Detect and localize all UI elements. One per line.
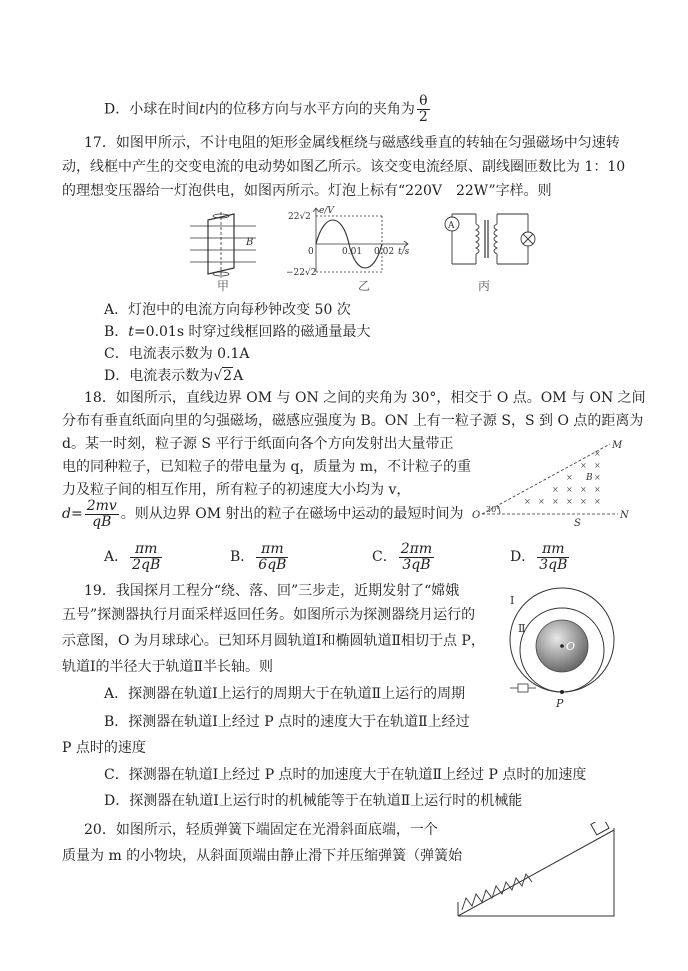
q17-option-b <box>104 322 370 342</box>
q19-line-2: 五号”探测器执行月面采样返回任务。如图所示为探测器绕月运行的 <box>62 607 476 623</box>
label-S: S <box>574 518 581 528</box>
q19-option-a: A．探测器在轨道Ⅰ上运行的周期大于在轨道Ⅱ上运行的周期 <box>104 686 466 702</box>
frac-num: θ <box>417 94 430 110</box>
svg-text:×: × <box>594 461 601 470</box>
q17-option-a: A．灯泡中的电流方向每秒钟改变 50 次 <box>104 302 351 318</box>
sqrt-radicand: 2 <box>223 368 233 384</box>
frac-den: 2 <box>418 109 428 125</box>
frac-den: 2qB <box>132 556 161 573</box>
q17-option-d-text: D．电流表示数为 <box>104 368 214 384</box>
figure-caption-bing: 丙 <box>478 279 491 293</box>
svg-text:×: × <box>594 485 601 494</box>
q17-option-b-text: =0.01s 时穿过线框回路的磁通量最大 <box>133 324 371 340</box>
q20-line-1: 20．如图所示，轻质弹簧下端固定在光滑斜面底端，一个 <box>84 822 438 838</box>
figure-jia-coil-in-field <box>188 212 258 278</box>
x-tick-1: 0.01 <box>342 247 363 257</box>
q18-line-6 <box>62 496 464 532</box>
q16-option-d-text2: 内的位移方向与水平方向的夹角为 <box>204 101 415 118</box>
q18-option-d <box>510 540 571 574</box>
frac-den: qB <box>92 513 112 530</box>
figure-q20-incline-spring <box>454 822 622 922</box>
q19-line-1: 19．我国探月工程分“绕、落、回”三步走，近期发射了“嫦娥 <box>84 583 460 599</box>
y-axis-label: e/V <box>319 206 334 216</box>
svg-text:×: × <box>580 497 587 506</box>
label-N: N <box>620 510 629 521</box>
label-P: P <box>556 697 564 710</box>
option-label: C． <box>372 549 397 565</box>
equals: = <box>70 506 83 522</box>
frac-num: 2πm <box>400 540 433 557</box>
y-min-label: −22√2 <box>286 268 317 276</box>
fraction <box>537 542 569 573</box>
q20-line-2: 质量为 m 的小物块，从斜面顶端由静止滑下并压缩弹簧（弹簧始 <box>62 848 463 864</box>
q18-line-6-text: 。则从边界 OM 射出的粒子在磁场中运动的最短时间为 <box>120 506 464 522</box>
q18-line-1: 18．如图所示，直线边界 OM 与 ON 之间的夹角为 30°，相交于 O 点。OM 与 ON 之间 <box>84 390 646 406</box>
frac-den: 3qB <box>402 556 431 573</box>
q18-line-5: 力及粒子间的相互作用，所有粒子的初速度大小均为 v， <box>62 482 411 498</box>
fraction <box>130 542 162 573</box>
label-orbit-I: Ⅰ <box>510 594 515 607</box>
svg-text:×: × <box>538 497 545 506</box>
figure-bing-transformer <box>440 210 540 272</box>
q19-line-4: 轨道Ⅰ的半径大于轨道Ⅱ半长轴。则 <box>62 659 274 675</box>
fraction-2mv-qB <box>85 499 119 530</box>
q17-option-c: C．电流表示数为 0.1A <box>104 346 250 362</box>
frac-num: πm <box>130 542 162 558</box>
q19-option-b-cont: P 点时的速度 <box>62 740 146 756</box>
figure-q19-lunar-orbits <box>496 580 622 710</box>
x-axis-label: t/s <box>398 247 410 257</box>
svg-text:×: × <box>594 473 601 482</box>
origin-label: 0 <box>308 247 314 257</box>
q17-line-2: 动，线框中产生的交变电流的电动势如图乙所示。该交变电流经原、副线圈匝数比为 1：10 <box>62 159 626 175</box>
q19-option-d: D．探测器在轨道Ⅰ上运行时的机械能等于在轨道Ⅱ上运行时的机械能 <box>104 793 523 809</box>
q19-option-b: B．探测器在轨道Ⅰ上经过 P 点时的速度大于在轨道Ⅱ上经过 <box>104 714 470 730</box>
q18-option-b <box>230 540 290 574</box>
frac-num: πm <box>537 542 569 558</box>
label-B: B <box>586 473 593 483</box>
svg-text:×: × <box>552 485 559 494</box>
var-t: t <box>128 324 134 340</box>
q17-option-d-unit: A <box>233 368 244 384</box>
fraction-theta-2 <box>417 94 430 125</box>
q17-line-1: 17．如图甲所示，不计电阻的矩形金属线框绕与磁感线垂直的转轴在匀强磁场中匀速转 <box>84 135 620 151</box>
q18-line-3: d。某一时刻，粒子源 S 平行于纸面向各个方向发射出大量带正 <box>62 436 454 452</box>
q16-option-d-text: D．小球在时间 <box>104 101 200 118</box>
label-orbit-II: Ⅱ <box>518 622 526 635</box>
label-angle: 30° <box>486 505 501 514</box>
frac-num: πm <box>256 542 288 558</box>
q16-option-d <box>104 94 432 125</box>
fraction <box>399 542 434 573</box>
figure-caption-jia: 甲 <box>217 279 230 293</box>
q17-option-d <box>104 366 243 386</box>
figure-q18-magnetic-field <box>470 438 630 528</box>
q19-line-3: 示意图，O 为月球球心。已知环月圆轨道Ⅰ和椭圆轨道Ⅱ相切于点 P， <box>62 633 485 649</box>
figure-yi-sine-wave <box>286 204 416 276</box>
var-t: t <box>199 101 205 118</box>
label-O: O <box>472 510 481 521</box>
figure-caption-yi: 乙 <box>358 279 371 293</box>
label-B: B <box>246 237 254 248</box>
svg-text:×: × <box>594 497 601 506</box>
svg-text:×: × <box>566 497 573 506</box>
svg-text:×: × <box>566 485 573 494</box>
label-O: O <box>566 640 576 653</box>
option-label: D． <box>510 549 536 565</box>
frac-num: 2mv <box>86 497 117 514</box>
var-d: d <box>62 506 71 522</box>
q18-line-2: 分布有垂直纸面向里的匀强磁场，磁感应强度为 B。ON 上有一粒子源 S，S 到 O 点的距离为 <box>62 413 644 429</box>
y-max-label: 22√2 <box>288 212 311 222</box>
svg-text:×: × <box>552 497 559 506</box>
svg-text:×: × <box>580 485 587 494</box>
q18-line-4: 电的同种粒子，已知粒子的带电量为 q，质量为 m，不计粒子的重 <box>62 459 472 475</box>
svg-text:×: × <box>524 497 531 506</box>
q17-option-b-prefix: B． <box>104 324 129 340</box>
q18-option-a <box>104 540 164 574</box>
q17-line-3: 的理想变压器给一灯泡供电，如图丙所示。灯泡上标有“220V 22W”字样。则 <box>62 183 552 199</box>
sqrt-2: √2 <box>213 368 233 384</box>
option-label: A． <box>104 549 129 565</box>
frac-den: 3qB <box>539 556 568 573</box>
svg-text:×: × <box>566 473 573 482</box>
frac-den: 6qB <box>258 556 287 573</box>
q19-option-c: C．探测器在轨道Ⅰ上经过 P 点时的加速度大于在轨道Ⅱ上经过 P 点时的加速度 <box>104 767 587 783</box>
label-M: M <box>612 440 623 451</box>
option-label: B． <box>230 549 255 565</box>
q18-option-c <box>372 540 436 574</box>
fraction <box>256 542 288 573</box>
x-tick-2: 0.02 <box>374 247 395 257</box>
ammeter-label: A <box>448 221 455 231</box>
svg-text:×: × <box>594 449 601 458</box>
svg-text:×: × <box>580 461 587 470</box>
